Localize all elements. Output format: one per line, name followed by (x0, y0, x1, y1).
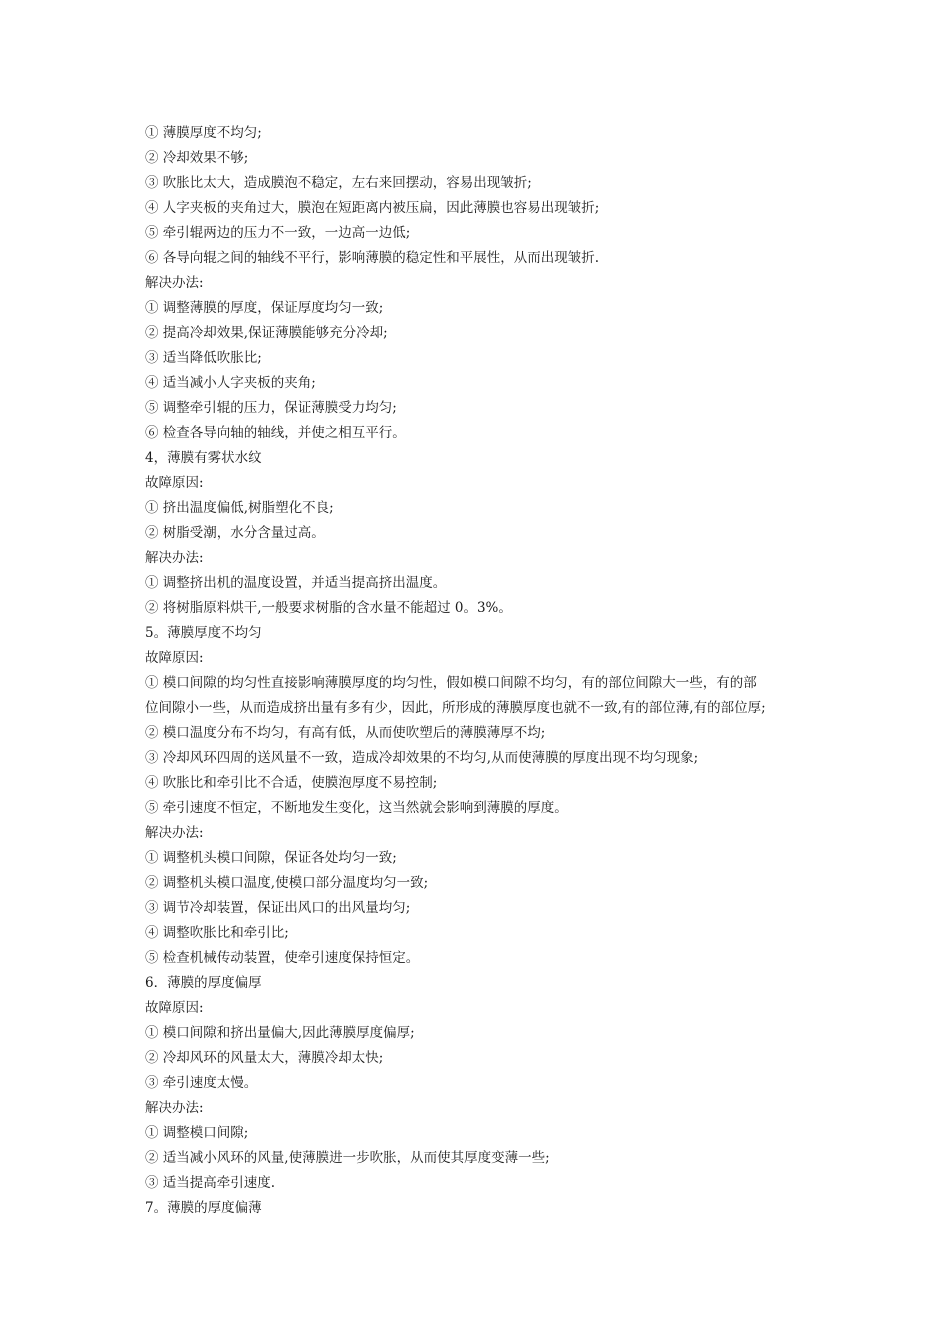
section-heading: 5。薄膜厚度不均匀 (145, 625, 262, 641)
text-line: ① 调整挤出机的温度设置，并适当提高挤出温度。 (145, 575, 447, 591)
section-label: 解决办法: (145, 550, 204, 566)
text-line: ① 模口间隙和挤出量偏大,因此薄膜厚度偏厚; (145, 1025, 415, 1041)
document-body (145, 121, 845, 1221)
section-label: 解决办法: (145, 825, 204, 841)
text-line: ④ 吹胀比和牵引比不合适，使膜泡厚度不易控制; (145, 775, 438, 791)
section-heading: 6．薄膜的厚度偏厚 (145, 975, 262, 991)
text-line: ⑤ 调整牵引辊的压力，保证薄膜受力均匀; (145, 400, 397, 416)
text-line: ③ 调节冷却装置，保证出风口的出风量均匀; (145, 900, 411, 916)
text-line: ② 调整机头模口温度,使模口部分温度均匀一致; (145, 875, 429, 891)
text-line: ⑥ 检查各导向轴的轴线，并使之相互平行。 (145, 425, 406, 441)
text-line: ③ 冷却风环四周的送风量不一致，造成冷却效果的不均匀,从而使薄膜的厚度出现不均匀现象; (145, 750, 699, 766)
text-line: ② 冷却风环的风量太大，薄膜冷却太快; (145, 1050, 384, 1066)
text-line: ① 薄膜厚度不均匀; (145, 125, 262, 141)
section-label: 解决办法: (145, 275, 204, 291)
section-label: 解决办法: (145, 1100, 204, 1116)
text-line: ⑤ 牵引辊两边的压力不一致，一边高一边低; (145, 225, 411, 241)
text-line: ② 模口温度分布不均匀，有高有低，从而使吹塑后的薄膜薄厚不均; (145, 725, 546, 741)
text-line: ④ 人字夹板的夹角过大，膜泡在短距离内被压扁，因此薄膜也容易出现皱折; (145, 200, 600, 216)
text-line: ③ 吹胀比太大，造成膜泡不稳定，左右来回摆动，容易出现皱折; (145, 175, 532, 191)
section-label: 故障原因: (145, 1000, 204, 1016)
section-label: 故障原因: (145, 650, 204, 666)
text-line: ② 提高冷却效果,保证薄膜能够充分冷却; (145, 325, 388, 341)
text-line: ② 将树脂原料烘干,一般要求树脂的含水量不能超过 0。3%。 (145, 600, 512, 616)
text-line: ⑤ 检查机械传动装置，使牵引速度保持恒定。 (145, 950, 420, 966)
text-line: ② 冷却效果不够; (145, 150, 249, 166)
text-line: ① 调整模口间隙; (145, 1125, 249, 1141)
text-line: ③ 牵引速度太慢。 (145, 1075, 258, 1091)
text-line: ⑥ 各导向辊之间的轴线不平行，影响薄膜的稳定性和平展性，从而出现皱折. (145, 250, 600, 266)
section-heading: 4，薄膜有雾状水纹 (145, 450, 262, 466)
text-line: ② 树脂受潮，水分含量过高。 (145, 525, 325, 541)
text-line: ① 挤出温度偏低,树脂塑化不良; (145, 500, 334, 516)
text-line: ② 适当减小风环的风量,使薄膜进一步吹胀，从而使其厚度变薄一些; (145, 1150, 550, 1166)
text-line: ③ 适当提高牵引速度. (145, 1175, 276, 1191)
text-line: 位间隙小一些，从而造成挤出量有多有少，因此，所形成的薄膜厚度也就不一致,有的部位薄,有的部位厚; (145, 700, 766, 716)
text-line: ④ 调整吹胀比和牵引比; (145, 925, 289, 941)
text-line: ① 调整薄膜的厚度，保证厚度均匀一致; (145, 300, 384, 316)
text-line: ① 模口间隙的均匀性直接影响薄膜厚度的均匀性，假如模口间隙不均匀，有的部位间隙大一些，有的部 (145, 675, 757, 691)
text-line: ① 调整机头模口间隙，保证各处均匀一致; (145, 850, 397, 866)
section-heading: 7。薄膜的厚度偏薄 (145, 1200, 262, 1216)
text-line: ⑤ 牵引速度不恒定，不断地发生变化，这当然就会影响到薄膜的厚度。 (145, 800, 568, 816)
text-line: ③ 适当降低吹胀比; (145, 350, 262, 366)
section-label: 故障原因: (145, 475, 204, 491)
text-line: ④ 适当减小人字夹板的夹角; (145, 375, 316, 391)
